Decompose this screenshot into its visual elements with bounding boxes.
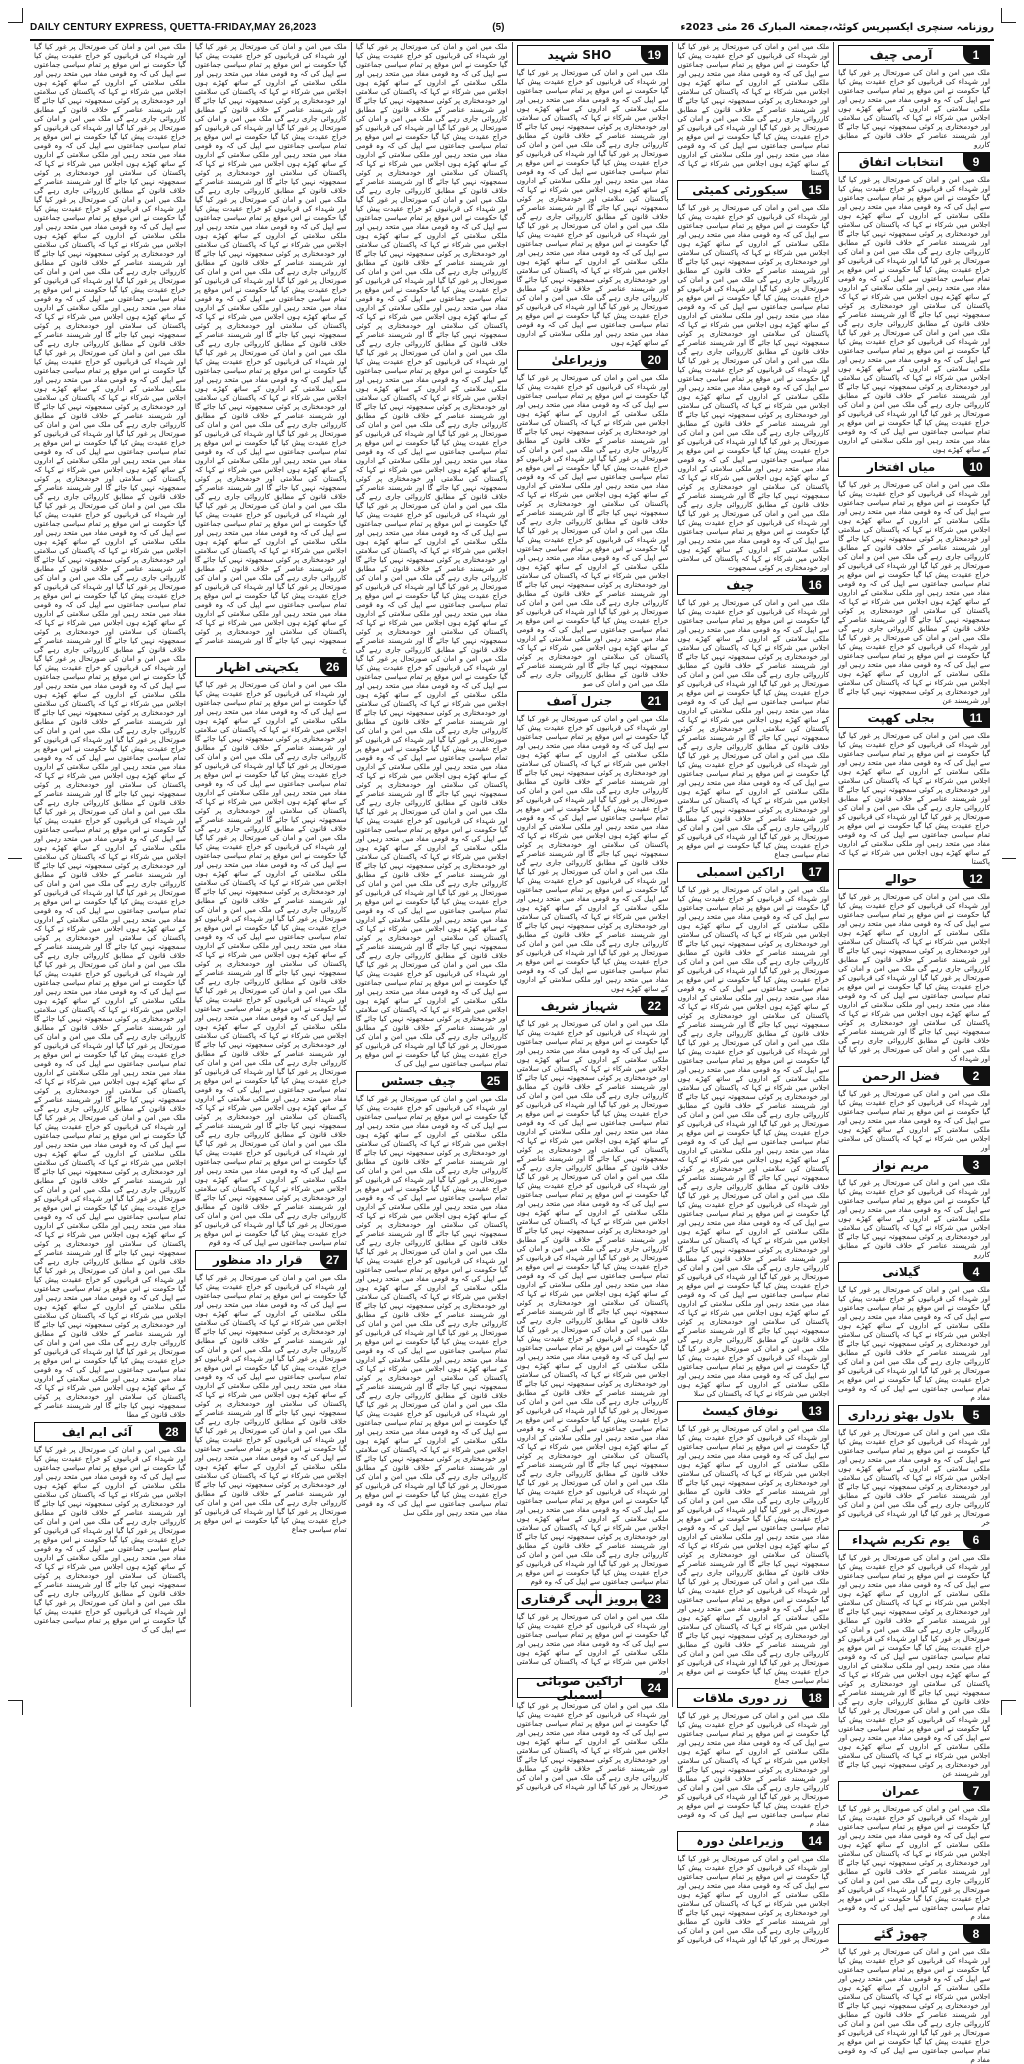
section-heading [517, 45, 669, 65]
section-title: آرمی چیف [869, 48, 933, 62]
section-heading [195, 1250, 347, 1270]
article-text: ملک میں امن و امان کی صورتحال پر غور کیا گیا اور شہداء کی قربانیوں کو خراج عقیدت پیش کیا گیا حکومت نے اس موقع پر تمام سیاسی جماعتوں سے اپیل کی کہ وہ قومی مفاد میں متحد رہیں اور ملکی سلامتی کے اداروں کے ساتھ کھڑے ہوں اجلاس میں شرکاء نے کہا کہ پاکستان کی سلامتی اور خودمختاری پر کوئی سمجھوتہ نہیں کیا جائے گا اور شرپسند عناصر کے خلاف قانون کے مطابق کارروائی جاری رہے گی ملک میں امن و امان کی صورتحال پر غور کیا گیا اور شہداء کی قربانیوں کو خراج عقیدت پیش کیا گیا حکومت نے اس موقع پر تمام سیاسی جماعتوں سے اپیل کی کہ وہ قومی مفاد میں متحد رہیں اور ملکی سلامتی کے اداروں کے ساتھ کھڑے ہوں اجلاس میں شرکاء نے کہا کہ پاکستان کی سلامتی اور خودمختاری پر کوئی سمجھوتہ نہیں کیا جائے گا اور شرپسند عناصر کے خلاف قانون کے مطابق کارروائی جاری رہے گی ملک میں امن و امان کی صورتحال پر غور کیا گیا اور شہداء کی قربانیوں کو خراج عقیدت پیش کیا گیا حکومت نے اس موقع پر تمام سیاسی جماعتوں سے اپیل کی کہ وہ قومی مفاد میں متحد رہیں اور ملکی سلامتی کے اداروں کے ساتھ کھڑے ہوں اجلاس میں شرکاء نے کہا کہ پاکستان کی سلامتی اور خودمختاری پر کوئی سمجھوتہ نہیں کیا جائے گا اور شرپسند عناصر کے خلاف قانون کے مطابق کارروائی جاری رہے گی ملک میں امن و امان کی صورتحال پر غور کیا گیا اور شہداء کی قربانیوں کو خراج عقیدت پیش کیا گیا حکومت نے اس موقع پر تمام سیاسی جماع [677, 1424, 830, 1685]
page-header [30, 18, 994, 41]
section-heading [677, 862, 829, 882]
section-title: بلاول بھٹو زرداری [847, 1408, 955, 1422]
section-title: سیکورٹی کمیٹی [692, 183, 789, 197]
section-number-badge: 19 [641, 46, 667, 64]
section-number-badge: 21 [641, 692, 667, 710]
section-title: زر دوری ملاقات [692, 1691, 788, 1705]
article-text: ملک میں امن و امان کی صورتحال پر غور کیا گیا اور شہداء کی قربانیوں کو خراج عقیدت پیش کیا گیا حکومت نے اس موقع پر تمام سیاسی جماعتوں سے اپیل کی کہ وہ قومی مفاد میں متحد رہیں اور ملکی سلامتی کے اداروں کے ساتھ کھڑے ہوں اجلاس میں شرکاء نے کہا کہ پاکستان کی سلامتی اور خودمختاری پر کوئی سمجھوتہ نہیں کیا جائے گا اور شرپسند عناصر کے خلاف قانون کے مطابق کارروائی جاری رہے گی ملک میں امن و امان کی صورتحال پر غور کیا گیا اور شہداء کی قربانیوں کو خراج عقیدت پیش کیا گیا حکومت نے اس موقع پر تمام سیاسی جماعتوں سے اپیل کی کہ وہ قومی مفاد م [677, 1711, 830, 1828]
article-text: ملک میں امن و امان کی صورتحال پر غور کیا گیا اور شہداء کی قربانیوں کو خراج عقیدت پیش کیا گیا حکومت نے اس موقع پر تمام سیاسی جماعتوں سے اپیل کی کہ وہ قومی مفاد میں متحد رہیں اور ملکی سلامتی کے اداروں کے ساتھ کھڑے ہوں اجلاس میں شرکاء نے کہا کہ پاکستان کی سلامتی اور خودمختاری پر کوئی سمجھوتہ نہیں کیا جائے گا اور شرپسند عناصر کے خلاف قانون کے مطابق کارروائی جاری رہے گی ملک میں امن و امان کی صورتحال پر غور کیا گیا اور شہداء کی قربانیوں کو خراج عقیدت پیش کیا گیا حکومت نے اس موقع پر تمام سیاسی جماعتوں سے اپیل کی کہ وہ قومی مفاد میں متحد رہیں اور ملکی سلامتی کے اداروں کے ساتھ کھڑے ہوں اجلاس میں شرکاء نے کہا کہ پاکستان کی سلامتی اور خودمختاری پر کوئی سمجھوتہ نہیں کیا جائے گا اور شرپسند عناصر کے خلاف قانون کے مطابق کارروائی جاری رہے گی ملک میں امن و امان کی صورتحال پر غور کیا گیا اور شہداء کی قربانیوں کو خراج عقیدت پیش کیا گیا حکومت نے اس موقع پر تمام سیاسی جماعتوں سے اپیل کی کہ وہ قومی مفاد میں متحد رہیں اور ملکی سلامتی کے اداروں کے ساتھ کھڑے ہوں اجلاس میں شرکاء نے کہا کہ پاکستان کی سلامتی اور خودمختاری پر کوئی سمجھوتہ نہیں کیا جائے گا اور شرپسند عناصر کے خلاف قانون کے مطابق کارروائی جاری رہے گی ملک میں امن و امان کی صورتحال پر غور کیا گیا اور شہداء کی قربانیوں کو خراج عقیدت پیش کیا گیا حکومت نے اس موقع پر تمام سیاسی جماعتوں سے اپیل کی کہ وہ قومی مفاد میں متحد رہیں اور ملکی سلامتی کے اداروں کے ساتھ کھڑے ہوں اجلاس میں شرکاء نے کہا کہ پاکستان کی سلامتی اور خودمختاری پر کوئی سمجھوتہ نہیں کیا جائے گا اور شرپسند عناصر کے خلاف قانون کے مطابق کارروائی جاری رہے گی ملک میں امن و امان کی صورتحال پر غور کیا گیا اور شہداء کی قربانیوں کو خراج عقیدت پیش کیا گیا حکومت نے اس موقع پر تمام سیاسی جماعتوں سے اپیل کی کہ وہ قومی مفاد میں متحد رہیں اور ملکی سلامتی کے اداروں کے ساتھ کھڑے ہوں اجلاس میں شرکاء نے کہا کہ پاکستان کی سلامتی اور خودمختاری پر کوئی سمجھوتہ نہیں کیا جائے گا اور شرپسند عناصر کے خلاف قانون کے مطابق کارروائی جاری رہے گی ملک میں امن و امان کی صورتحال پر غور کیا گیا اور شہداء کی قربانیوں کو خراج عقیدت پیش کیا گیا حکومت نے اس موقع پر تمام سیاسی جماعتوں سے اپیل کی کہ وہ قومی مفاد میں متحد رہیں اور ملکی سلامتی کے اداروں کے ساتھ کھڑے ہوں اجلاس میں شرکاء نے کہا کہ پاکستان کی سلامتی اور خودمختاری پر کوئی سمجھوتہ نہیں کیا جائے گا اور شرپسند عناصر کے خلاف قانون کے مطابق کارروائی جاری رہے گی ملک میں امن و امان کی صورتحال پر غور کیا گیا اور شہداء کی قربانیوں کو خراج عقیدت پیش کیا گیا حکومت نے اس موقع پر تمام سیاسی جماعتوں سے اپیل کی کہ وہ قومی مفاد میں متحد رہیں اور ملکی سلامتی کے اداروں کے ساتھ کھڑے ہوں اجلاس میں شرکاء نے کہا کہ پاکستان کی سلامتی اور خودمختاری پر کوئی سمجھوتہ نہیں کیا جائے گا اور شرپسند عناصر کے خلاف قانون کے مطابق کارروائی جاری رہے گی ملک میں امن و امان کی صورتحال پر غور کیا گیا اور شہداء کی قربانیوں کو خراج عقیدت پیش کیا گیا حکومت نے اس موقع پر تمام سیاسی جماعتوں سے اپیل کی کہ وہ قومی مفاد میں متحد رہیں اور ملکی سلامتی کے اداروں کے ساتھ کھڑے ہوں اجلاس میں شرکاء نے کہا کہ پاکستان کی سلامتی اور خودمختاری پر کوئی سمجھوتہ نہیں کیا جائے گا اور شرپسند عناصر کے خ [194, 42, 347, 654]
article-text: ملک میں امن و امان کی صورتحال پر غور کیا گیا اور شہداء کی قربانیوں کو خراج عقیدت پیش کیا گیا حکومت نے اس موقع پر تمام سیاسی جماعتوں سے اپیل کی کہ وہ قومی مفاد میں متحد رہیں اور ملکی سلامتی کے اداروں کے ساتھ کھڑے ہوں اجلاس میں شرکاء نے کہا کہ پاکستان کی سلامتی اور خودمختاری پر کوئی سمجھوتہ نہیں کیا جائے گا اور شرپسند عناصر کے خلاف قانون کے مطابق کارروائی جاری رہے گی ملک میں امن و امان کی صورتحال پر غور کیا گیا اور شہداء کی قربانیوں کو خراج عقیدت پیش کیا گیا حکومت نے اس موقع پر تمام سیاسی جماعتوں سے اپیل کی کہ وہ قومی مفاد م [838, 1285, 990, 1402]
section-heading [838, 1066, 990, 1086]
section-title: آئی ایم ایف [61, 1425, 132, 1439]
crop-mark-top-right [1001, 8, 1016, 23]
article-text: ملک میں امن و امان کی صورتحال پر غور کیا گیا اور شہداء کی قربانیوں کو خراج عقیدت پیش کیا گیا حکومت نے اس موقع پر تمام سیاسی جماعتوں سے اپیل کی کہ وہ قومی مفاد میں متحد رہیں اور ملکی سلامتی کے اداروں کے ساتھ کھڑے ہوں اجلاس میں شرکاء نے کہا کہ پاکستان کی سلامتی اور خودمختاری پر کوئی سمجھوتہ نہیں کیا جائے گا اور شرپسند عناصر کے خلاف قانون کے مطابق کارروائی جاری رہے گی ملک میں امن و امان کی صورتحال پر غور کیا گیا اور شہداء کی قربانیوں کو خراج عقیدت پیش کیا گیا حکومت نے اس موقع پر تمام سیاسی جماعتوں سے اپیل کی کہ وہ قومی مفاد میں متحد رہیں اور ملکی سلامتی کے اداروں کے ساتھ کھڑے ہوں اجلاس میں شرکاء نے کہا کہ پاکستان کی سلامتی اور خودمختاری پر کوئی سمجھوتہ نہیں کیا جائے گا اور شرپسند عناصر کے خلاف قانون کے مطابق کارروائی جاری رہے گی ملک میں امن و امان کی صورتحال پر غور کیا گیا اور شہداء کی قربانیوں کو خراج عقیدت پیش کیا گیا حکومت نے اس موقع پر تمام سیاسی جماعتوں سے اپیل کی کہ وہ قومی مفاد میں متحد رہیں اور ملکی سلامتی کے اداروں کے ساتھ کھڑے ہوں اجلاس میں شرکاء نے کہا کہ پاکستان کی سلامتی اور خودمختاری پر کوئی سمجھوتہ نہیں کیا جائے گا اور شرپسند عناصر کے خلاف قانون کے مطابق کارروائی جاری رہے گی ملک میں امن و امان کی صورتحال پر غور کیا گیا اور شہداء کی قربانیوں کو خراج عقیدت پیش کیا گیا حکومت نے اس موقع پر تمام سیاسی جماع [677, 598, 830, 859]
section-heading [677, 1401, 829, 1421]
section-heading [838, 1781, 990, 1801]
section-title: انتخابات اتفاق [858, 155, 944, 169]
column-2 [672, 42, 833, 1953]
article-text: ملک میں امن و امان کی صورتحال پر غور کیا گیا اور شہداء کی قربانیوں کو خراج عقیدت پیش کیا گیا حکومت نے اس موقع پر تمام سیاسی جماعتوں سے اپیل کی کہ وہ قومی مفاد میں متحد رہیں اور ملکی سلامتی کے اداروں کے ساتھ کھڑے ہوں اجلاس میں شرکاء نے کہا کہ پاکستان کی سلامتی اور خودمختاری پر کوئی سمجھوتہ نہیں کیا جائے گا اور شرپسند عناصر کے خلاف قانون کے مطابق کاررو [838, 68, 990, 149]
article-text: ملک میں امن و امان کی صورتحال پر غور کیا گیا اور شہداء کی قربانیوں کو خراج عقیدت پیش کیا گیا حکومت نے اس موقع پر تمام سیاسی جماعتوں سے اپیل کی کہ وہ قومی مفاد میں متحد رہیں اور ملکی سلامتی کے اداروں کے ساتھ کھڑے ہوں اجلاس میں شرکاء نے کہا کہ پاکستان کی سلامتی اور خودمختاری پر کوئی سمجھوتہ نہیں کیا جائے گا اور شرپسند عناصر کے خلاف قانون کے مطابق کارروائی جاری رہے گی ملک میں امن و امان کی صورتحال پر غور کیا گیا اور شہداء کی قربانیوں کو خراج عقیدت پیش کیا گیا حکومت نے اس موقع پر تمام سیاسی جماعتوں سے اپیل کی کہ وہ قومی مفاد میں متحد رہیں اور ملکی سلامتی کے اداروں کے ساتھ کھڑے ہوں اجلاس میں شرکاء نے کہا کہ پاکستان کی سلامتی اور خودمختاری پر کوئی سمجھوتہ نہیں کیا جائے گا اور شرپسند عناصر کے خلاف قانون کے مطابق کارروائی جاری رہے گی ملک میں امن و امان کی صورتحال پر غور کیا گیا اور شہداء ک [838, 892, 990, 1063]
section-title: حوالے [885, 872, 917, 886]
section-title: وزیراعلیٰ دورہ [696, 1834, 784, 1848]
article-text: ملک میں امن و امان کی صورتحال پر غور کیا گیا اور شہداء کی قربانیوں کو خراج عقیدت پیش کیا گیا حکومت نے اس موقع پر تمام سیاسی جماعتوں سے اپیل کی کہ وہ قومی مفاد میں متحد رہیں اور ملکی سلامتی کے اداروں کے ساتھ کھڑے ہوں اجلاس میں شرکاء نے کہا کہ پاکستان کی سلامتی اور خودمختاری پر کوئی سمجھوتہ نہیں کیا جائے گا اور شرپسند عناصر کے خلاف قانون کے مطابق کارروائی جاری رہے گی ملک میں امن و امان کی صورتحال پر غور کیا گیا اور شہداء کی قربانیوں کو خراج عقیدت پیش کیا گیا حکومت نے اس موقع پر تمام سیاسی جماعتوں سے اپیل کی کہ وہ قومی مفاد میں متحد رہیں اور ملکی سلامتی کے اداروں کے ساتھ کھڑے ہوں اجلاس میں شرکاء نے کہا کہ پاکستان کی سلامتی اور خودمختاری پر کوئی سمجھوتہ نہیں کیا جائے گا اور شرپسند عناصر کے خلاف قانون کے مطابق کارروائی جاری رہے گی ملک میں امن و امان کی صورتحال پر غور کیا گیا اور شہداء کی قربانیوں کو خراج عقیدت پیش کیا گیا حکومت نے اس موقع پر تمام سیاسی جماعتوں سے اپیل کی کہ وہ قومی مفاد میں متحد رہیں اور ملکی سلامتی کے اداروں کے ساتھ کھڑے ہوں اجلاس میں شرکاء نے کہا کہ پاکستان کی سلامتی اور خودمختاری پر کوئی سمجھوتہ نہیں کیا جائے گا اور شرپسند عن [838, 480, 990, 705]
article-text: ملک میں امن و امان کی صورتحال پر غور کیا گیا اور شہداء کی قربانیوں کو خراج عقیدت پیش کیا گیا حکومت نے اس موقع پر تمام سیاسی جماعتوں سے اپیل کی کہ وہ قومی مفاد میں متحد رہیں اور ملکی سلامتی کے اداروں کے ساتھ کھڑے ہوں اجلاس میں شرکاء نے کہا کہ پاکستان کی سلامتی اور خودمختاری پر کوئی سمجھوتہ نہیں کیا جائے گا اور شرپسند عناصر کے خلاف قانون کے مطابق کاررو [838, 1178, 990, 1259]
article-text: ملک میں امن و امان کی صورتحال پر غور کیا گیا اور شہداء کی قربانیوں کو خراج عقیدت پیش کیا گیا حکومت نے اس موقع پر تمام سیاسی جماعتوں سے اپیل کی کہ وہ قومی مفاد میں متحد رہیں اور ملکی سلامتی کے اداروں کے ساتھ کھڑے ہوں اجلاس میں شرکاء نے کہا کہ پاکستان کی سلامتی اور خودمختاری پر کوئی سمجھوتہ نہیں کیا جائے گا اور شرپسند عناصر کے خلاف قانون کے مطابق کارروائی جاری رہے گی ملک میں امن و امان کی صورتحال پر غور کیا گیا اور شہداء کی قربانیوں کو خراج عقیدت پیش کیا گیا حکومت نے اس موقع پر تمام سیاسی جماعتوں سے اپیل کی کہ وہ قومی مفاد م [838, 1947, 990, 2064]
crop-mark-top-left [8, 8, 23, 23]
section-number-badge: 15 [802, 181, 828, 199]
section-number-badge: 24 [641, 1679, 667, 1697]
masthead-english: DAILY CENTURY EXPRESS, QUETTA-FRIDAY,MAY 26,2023 [30, 21, 317, 33]
article-text: ملک میں امن و امان کی صورتحال پر غور کیا گیا اور شہداء کی قربانیوں کو خراج عقیدت پیش کیا گیا حکومت نے اس موقع پر تمام سیاسی جماعتوں سے اپیل کی کہ وہ قومی مفاد میں متحد رہیں اور ملکی سلامتی کے اداروں کے ساتھ کھڑے ہوں اجلاس میں شرکاء نے کہا کہ پاکستان کی سلامتی اور خودمختاری پر کوئی سمجھوتہ نہیں کیا جائے گا اور شرپسند عناصر کے خلاف قانون کے مطابق کارروائی جاری رہے گی ملک میں امن و امان کی صورتحال پر غور کیا گیا اور شہداء کی قربانیوں کو خراج عقیدت پیش کیا گیا حکومت نے اس موقع پر تمام سیاسی جماعتوں سے اپیل کی کہ وہ قومی مفاد میں متحد رہیں اور ملکی سلامتی کے اداروں کے ساتھ کھڑے ہوں اجلاس میں شرکاء نے کہا کہ پاکستان کی سلامتی اور خودمختاری پر کوئی سمجھوتہ نہیں کیا جائے گا اور شرپسند عناصر کے خلاف قانون کے مطابق کارروائی جاری رہے گی ملک میں امن و امان کی صورتحال پر غور کیا گیا اور شہداء کی قربانیوں کو خراج عقیدت پیش کیا گیا حکومت نے اس موقع پر تمام سیاسی جماعتوں سے اپیل کی کہ وہ قومی مفاد میں متحد رہیں اور ملکی سلامتی کے اداروں کے ساتھ کھڑے ہوں اجلاس میں شرکاء نے کہا کہ پاکستان کی سلامتی اور خودمختاری پر کوئی سمجھوتہ نہیں کیا جائے گا اور شرپسند عناصر کے خلاف قانون کے مطابق کارروائی جاری رہے گی ملک میں امن و امان کی صورتحال پر غور کیا گیا اور شہداء کی قربانیوں کو خراج عقیدت پیش کیا گیا حکومت نے اس موقع پر تمام سیاسی جماع [194, 1273, 347, 1534]
section-heading [838, 1155, 990, 1175]
section-number-badge: 17 [802, 863, 828, 881]
section-title: SHO شہید [547, 48, 612, 62]
section-heading [838, 708, 990, 728]
article-text: ملک میں امن و امان کی صورتحال پر غور کیا گیا اور شہداء کی قربانیوں کو خراج عقیدت پیش کیا گیا حکومت نے اس موقع پر تمام سیاسی جماعتوں سے اپیل کی کہ وہ قومی مفاد میں متحد رہیں اور ملکی سلامتی کے اداروں کے ساتھ کھڑے ہوں اجلاس میں شرکاء نے کہا کہ پاکستان کی سلامتی اور خودمختاری پر کوئی سمجھوتہ نہیں کیا جائے گا اور شرپسند عناصر کے خلاف قانون کے مطابق کارروائی جاری رہے گی ملک میں امن و امان کی صورتحال پر غور کیا گیا اور شہداء کی قربانیوں کو خراج عقیدت پیش کیا گیا حکومت نے اس موقع پر تمام سیاسی جماعتوں سے اپیل کی کہ وہ قومی مفاد میں متحد رہیں اور ملکی سلامتی کے اداروں کے ساتھ کھڑے ہوں اجلاس میں شرکاء نے کہا کہ پاکستان کی سلامتی اور خودمختاری پر کوئی سمجھوتہ نہیں کیا جائے گا اور شرپسند عناصر کے خلاف قانون کے مطابق کارروائی جاری رہے گی ملک میں امن و امان کی صورتحال پر غور کیا گیا اور شہداء کی قربانیوں کو خراج عقیدت پیش کیا گیا حکومت نے اس موقع پر تمام سیاسی جماعتوں سے اپیل کی کہ وہ قومی مفاد میں متحد رہیں اور ملکی سلامتی کے اداروں کے ساتھ کھڑے ہوں اجلاس میں شرکاء نے کہا کہ پاکستان کی سلامتی اور خودمختاری پر کوئی سمجھوتہ نہیں کیا جائے گا اور شرپسند عناصر کے خلاف قانون کے مطابق کارروائی جاری رہے گی ملک میں امن و امان کی صورتحال پر غور کیا گیا اور شہداء کی قربانیوں کو خراج عقیدت پیش کیا گیا حکومت نے اس موقع پر تمام سیاسی جماعتوں سے اپیل کی کہ وہ قومی مفاد میں متحد رہیں اور ملکی سلامتی کے اداروں کے ساتھ کھڑے ہوں اجلاس میں شرکاء نے کہا کہ پاکستان کی سلامتی اور خودمختاری پر کوئی سمجھوتہ نہیں کیا جائے گا اور شرپسند عناصر کے خلاف قانون کے مطابق کارروائی جاری رہے گی ملک میں امن و امان کی صورتحال پر غور کیا گیا اور شہداء کی قربانیوں کو خراج عقیدت پیش کیا گیا حکومت نے اس موقع پر تمام سیاسی جماعتوں سے اپیل کی کہ وہ قومی مفاد میں متحد رہیں اور ملکی سلامتی کے اداروں کے ساتھ کھڑے ہوں اجلاس میں شرکاء نے کہا کہ پاکستان کی سلامتی اور خودمختاری پر کوئی سمجھوتہ نہیں کیا جائے گا اور شرپسند عناصر کے خلاف قانون کے مطابق کارروائی جاری رہے گی ملک میں امن و امان کی صورتحال پر غور کیا گیا اور شہداء کی قربانیوں کو خراج عقیدت پیش کیا گیا حکومت نے اس موقع پر تمام سیاسی جماعتوں سے اپیل کی کہ وہ قومی مفاد میں متحد رہیں اور ملکی سل [355, 1094, 508, 1517]
section-title: قرار داد منظور [212, 1253, 303, 1267]
section-heading [195, 657, 347, 677]
column-1 [833, 42, 994, 2064]
section-title: چھوڑ گئے [874, 1927, 929, 1941]
page-number: (5) [492, 21, 505, 33]
section-title: گیلانی [882, 1265, 920, 1279]
section-title: اراکین اسمبلی [696, 865, 785, 879]
section-number-badge: 16 [802, 576, 828, 594]
crop-mark-bottom-left [8, 1700, 23, 1715]
article-text: ملک میں امن و امان کی صورتحال پر غور کیا گیا اور شہداء کی قربانیوں کو خراج عقیدت پیش کیا گیا حکومت نے اس موقع پر تمام سیاسی جماعتوں سے اپیل کی کہ وہ قومی مفاد میں متحد رہیں اور ملکی سلامتی کے اداروں کے ساتھ کھڑے ہوں اجلاس میں شرکاء نے کہا کہ پاکستان کی سلامتی اور خودمختاری پر کوئی سمجھوتہ نہیں کیا جائے گا اور شرپسند عناصر کے خلاف قانون کے مطابق کارروائی جاری رہے گی ملک میں امن و امان کی صورتحال پر غور کیا گیا اور شہداء کی قربانیوں کو خراج عقیدت پیش کیا گیا حکومت نے اس موقع پر تمام سیاسی جماعتوں سے اپیل کی کہ وہ قومی مفاد میں متحد رہیں اور ملکی سلامتی کے اداروں کے ساتھ کھڑے ہوں اجلاس میں شرکاء نے کہا کہ پاکستان کی سلامتی اور خودمختاری پر کوئی سمجھوتہ نہیں کیا جائے گا اور شرپسند عناصر کے خلاف قانون کے مطابق کارروائی جاری رہے گی ملک میں امن و امان کی صورتحال پر غور کیا گیا اور شہداء کی قربانیوں کو خراج عقیدت پیش کیا گیا حکومت نے اس موقع پر تمام سیاسی جماعتوں سے اپیل کی کہ وہ قومی مفاد میں متحد رہیں اور ملکی سلامتی کے اداروں کے ساتھ کھڑے ہوں اجلاس میں شرکاء نے کہا کہ پاکستان کی سلامتی اور خودمختاری پر کوئی سمجھوتہ نہیں کیا جائے گا اور شرپسند عناصر کے خلاف قانون کے مطابق کارروائی جاری رہے گی ملک میں امن و امان کی صورتحال پر غور کیا گیا اور شہداء کی قربانیوں کو خراج عقیدت پیش کیا گیا حکومت نے اس موقع پر تمام سیاسی جماعتوں سے اپیل کی کہ وہ قومی مفاد میں متحد رہیں اور ملکی سلامتی کے اداروں کے ساتھ کھڑے ہوں اجلاس میں شرکاء نے کہا کہ پاکستان کی سلامتی اور خودمختاری پر کوئی سمجھوتہ نہیں کیا جائے گا اور شرپسند عناصر کے خلاف قانون کے مطابق کارروائی جاری رہے گی ملک میں امن و امان کی صورتحال پر غور کیا گیا اور شہداء کی قربانیوں کو خراج عقیدت پیش کیا گیا حکومت نے اس موقع پر تمام سیاسی جماعتوں سے اپیل کی کہ وہ قومی مفاد میں متحد رہیں اور ملکی سلامتی کے اداروں کے ساتھ کھڑے ہوں اجلاس میں شرکاء نے کہا کہ پاکستان کی سلامتی اور خودمختاری پر کوئی سمجھوتہ نہیں کیا جائے گا اور شرپسند عناصر کے خلاف قانون کے مطابق کارروائی جاری رہے گی ملک میں امن و امان کی صورتحال پر غور کیا گیا اور شہداء کی قربانیوں کو خراج عقیدت پیش کیا گیا حکومت نے اس موقع پر تمام سیاسی جماعتوں سے اپیل کی کہ وہ قومی مفاد میں متحد رہیں اور ملکی سلامتی کے اداروں کے ساتھ کھڑے ہوں اجلاس میں شرکاء نے کہا کہ پاکستان کی سلامتی اور خودمختاری پر کوئی سمجھوتہ نہیں کیا جائے گا اور شرپسند عناصر کے خلاف قانون کے مطابق کارروائی جاری رہے گی ملک میں امن و امان کی صورتحال پر غور کیا گیا اور شہداء کی قربانیوں کو خراج عقیدت پیش کیا گیا حکومت نے اس موقع پر تمام سیاسی جماعتوں سے اپیل کی کہ وہ قومی مفاد میں متحد رہیں اور ملکی سلامتی کے اداروں کے ساتھ کھڑے ہوں اجلاس میں شرکاء نے کہا کہ پاکستان کی سلامتی اور خودمختاری پر کوئی سمجھوتہ نہیں کیا جائے گا اور شرپسند عناصر کے خلاف قانون کے مطابق کارروائی جاری رہے گی ملک میں امن و امان کی صورتحال پر غور کیا گیا اور شہداء کی قربانیوں کو خراج عقیدت پیش کیا گیا حکومت نے اس موقع پر تمام سیاسی جماعتوں سے اپیل کی کہ وہ قوم [194, 680, 347, 1247]
section-number-badge: 13 [802, 1402, 828, 1420]
section-heading [356, 1071, 508, 1091]
crop-mark-bottom-right [1001, 1700, 1016, 1715]
article-text: ملک میں امن و امان کی صورتحال پر غور کیا گیا اور شہداء کی قربانیوں کو خراج عقیدت پیش کیا گیا حکومت نے اس موقع پر تمام سیاسی جماعتوں سے اپیل کی کہ وہ قومی مفاد میں متحد رہیں اور ملکی سلامتی کے اداروں کے ساتھ کھڑے ہوں اجلاس میں شرکاء نے کہا کہ پاکستان کی سلامتی اور خودمختاری پر کوئی سمجھوتہ نہیں کیا جائے گا اور شرپسند عناصر کے خلاف قانون کے مطابق کارروائی جاری رہے گی ملک میں امن و امان کی صورتحال پر غور کیا گیا اور شہداء کی قربانیوں کو خراج عقیدت پیش کیا گیا حکومت نے اس موقع پر تمام سیاسی جماعتوں سے اپیل کی کہ وہ قومی مفاد میں متحد رہیں اور ملکی سلامتی کے اداروں کے ساتھ کھڑے ہوں اجلاس میں شرکاء نے کہا کہ پاکستان کی سلامتی اور خودمختاری پر کوئی سمجھوتہ نہیں کیا جائے گا اور شرپسند عناصر کے خلاف قانون کے مطابق کارروائی جاری رہے گی ملک میں امن و امان کی صورتحال پر غور کیا گیا اور شہداء کی قربانیوں کو خراج عقیدت پیش کیا گیا حکومت نے اس موقع پر تمام سیاسی جماعتوں سے اپیل کی کہ وہ قومی مفاد میں متحد رہیں اور ملکی سلامتی کے اداروں کے ساتھ کھڑے ہوں اجلاس میں شرکاء نے کہا کہ پاکستان کی سلامتی اور خودمختاری پر کوئی سمجھوتہ نہیں کیا جائے گا اور شرپسند عناصر کے خلاف قانون کے مطابق کارروائی جاری رہے گی ملک میں امن و امان کی صورتحال پر غور کیا گیا اور شہداء کی قربانیوں کو خراج عقیدت پیش کیا گیا حکومت نے اس موقع پر تمام سیاسی جماعتوں سے اپیل کی کہ وہ قومی مفاد میں متحد رہیں اور ملکی سلامتی کے اداروں کے ساتھ کھڑے ہوں اجلاس میں شرکاء نے کہا کہ پاکستان کی سلامتی اور خودمختاری پر کوئی سمجھوتہ نہیں کیا جائے گا اور شرپسند عناصر کے خلاف قانون کے مطابق کارروائی جاری رہے گی ملک میں امن و امان کی صورتحال پر غور کیا گیا اور شہداء کی قربانیوں کو خراج عقیدت پیش کیا گیا حکومت نے اس موقع پر تمام سیاسی جماعتوں سے اپیل کی کہ وہ قومی مفاد میں متحد رہیں اور ملکی سلامتی کے اداروں کے ساتھ کھڑے ہوں اجلاس میں شرکاء نے کہا کہ پاکستان کی سلامتی اور خودمختاری پر کوئی سمجھوتہ نہیں کیا جائے گا اور شرپسند عناصر کے خلاف قانون کے مطابق کارروائی جاری رہے گی ملک میں امن و امان کی صورتحال پر غور کیا گیا اور شہداء کی قربانیوں کو خراج عقیدت پیش کیا گیا حکومت نے اس موقع پر تمام سیاسی جماعتوں سے اپیل کی کہ وہ قومی مفاد میں متحد رہیں اور ملکی سلامتی کے اداروں کے ساتھ کھڑے ہوں اجلاس میں شرکاء نے کہا کہ پاکستان کی سلامتی اور خودمختاری پر کوئی سمجھوتہ نہیں کیا جائے گا اور شرپسند عناصر کے خلاف قانون کے مطابق کارروائی جاری رہے گی ملک میں امن و امان کی صورتحال پر غور کیا گیا اور شہداء کی قربانیوں کو خراج عقیدت پیش کیا گیا حکومت نے اس موقع پر تمام سیاسی جماعتوں سے اپیل کی کہ وہ قومی مفاد میں متحد رہیں اور ملکی سلامتی کے اداروں کے ساتھ کھڑے ہوں اجلاس میں شرکاء نے کہا کہ پاکستان کی سلامتی اور خودمختاری پر کوئی سمجھوتہ نہیں کیا جائے گا اور شرپسند عناصر کے خلاف قانون کے مطابق کارروائی جاری رہے گی ملک میں امن و امان کی صورتحال پر غور کیا گیا اور شہداء کی قربانیوں کو خراج عقیدت پیش کیا گیا حکومت نے اس موقع پر تمام سیاسی جماعتوں سے اپیل کی کہ وہ قومی مفاد میں متحد رہیں اور ملکی سلامتی کے اداروں کے ساتھ کھڑے ہوں اجلاس میں شرکاء نے کہا کہ پاکستان کی سلامتی اور خودمختاری پر کوئی سمجھوتہ نہیں کیا جائے گا اور شرپسند عناصر کے خلاف قانون کے مطابق کارروائی جاری رہے گی ملک میں امن و امان کی صورتحال پر غور کیا گیا اور شہداء کی قربانیوں کو خراج عقیدت پیش کیا گیا حکومت نے اس موقع پر تمام سیاسی جماعتوں سے اپیل کی کہ وہ قومی مفاد میں متحد رہیں اور ملکی سلامتی کے اداروں کے ساتھ کھڑے ہوں اجلاس میں شرکاء نے کہا کہ پاکستان کی سلامتی اور خودمختاری پر کوئی سمجھوتہ نہیں کیا جائے گا اور شرپسند عناصر کے خلاف قانون کے مطابق کارروائی جاری رہے گی ملک میں امن و امان کی صورتحال پر غور کیا گیا اور شہداء کی قربانیوں کو خراج عقیدت پیش کیا گیا حکومت نے اس موقع پر تمام سیاسی جماعتوں سے اپیل کی کہ وہ قومی مفاد میں متحد رہیں اور ملکی سلامتی کے اداروں کے ساتھ کھڑے ہوں اجلاس میں شرکاء نے کہا کہ پاکستان کی سلامتی اور خودمختاری پر کوئی سمجھوتہ نہیں کیا جائے گا اور شرپسند عناصر کے خلاف قانون کے مطابق کارروائی جاری رہے گی ملک میں امن و امان کی صورتحال پر غور کیا گیا اور شہداء کی قربانیوں کو خراج عقیدت پیش کیا گیا حکومت نے اس موقع پر تمام سیاسی جماعتوں سے اپیل کی کہ وہ قومی مفاد میں متحد رہیں اور ملکی سلامتی کے اداروں کے ساتھ کھڑے ہوں اجلاس میں شرکاء نے کہا کہ پاکستان کی سلامتی اور خودمختاری پر کوئی سمجھوتہ نہیں کیا جائے گا اور شرپسند عناصر کے خلاف قانون کے مطابق کارروائی جاری رہے گی ملک میں امن و امان کی صورتحال پر غور کیا گیا اور شہداء کی قربانیوں کو خراج عقیدت پیش کیا گیا حکومت نے اس موقع پر تمام سیاسی جماعتوں سے اپیل کی کہ وہ قومی مفاد میں متحد رہیں اور ملکی سلامتی کے اداروں کے ساتھ کھڑے ہوں اجلاس میں شرکاء نے کہا کہ پاکستان کی سلامتی اور خودمختاری پر کوئی سمجھوتہ نہیں کیا جائے گا اور شرپسند عناصر کے خلاف قانون کے مطابق کارروائی جاری رہے گی ملک میں امن و امان کی صورتحال پر غور کیا گیا اور شہداء کی قربانیوں کو خراج عقیدت پیش کیا گیا حکومت نے اس موقع پر تمام سیاسی جماعتوں سے اپیل کی کہ وہ قومی مفاد میں متحد رہیں اور ملکی سلامتی کے اداروں کے ساتھ کھڑے ہوں اجلاس میں شرکاء نے کہا کہ پاکستان کی سلامتی اور خودمختاری پر کوئی سمجھوتہ نہیں کیا جائے گا اور شرپسند عناصر کے خلاف قانون کے مطابق کارروائی جاری رہے گی ملک میں امن و امان کی صورتحال پر غور کیا گیا اور شہداء کی قربانیوں کو خراج عقیدت پیش کیا گیا حکومت نے اس موقع پر تمام سیاسی جماعتوں سے اپیل کی ک [355, 42, 508, 1068]
section-title: یکجہتی اظہار [216, 660, 299, 674]
column-3 [512, 42, 673, 1800]
section-number-badge: 18 [802, 1689, 828, 1707]
column-5 [190, 42, 351, 1707]
section-title: بجلی کھپت [867, 711, 935, 725]
section-heading [838, 869, 990, 889]
section-number-badge: 6 [963, 1531, 989, 1549]
section-number-badge: 27 [320, 1251, 346, 1269]
section-title: فضل الرحمن [862, 1069, 941, 1083]
crop-mark-middle-left [8, 858, 22, 873]
article-text: ملک میں امن و امان کی صورتحال پر غور کیا گیا اور شہداء کی قربانیوں کو خراج عقیدت پیش کیا گیا حکومت نے اس موقع پر تمام سیاسی جماعتوں سے اپیل کی کہ وہ قومی مفاد میں متحد رہیں اور ملکی سلامتی کے اداروں کے ساتھ کھڑے ہوں اجلاس میں شرکاء نے کہا کہ پاکستان کی سلامتی اور [516, 1612, 669, 1675]
section-title: مریم نواز [873, 1158, 930, 1172]
section-title: چیف [726, 578, 755, 592]
article-text: ملک میں امن و امان کی صورتحال پر غور کیا گیا اور شہداء کی قربانیوں کو خراج عقیدت پیش کیا گیا حکومت نے اس موقع پر تمام سیاسی جماعتوں سے اپیل کی کہ وہ قومی مفاد میں متحد رہیں اور ملکی سلامتی کے اداروں کے ساتھ کھڑے ہوں اجلاس میں شرکاء نے کہا کہ پاکستان کی سلامتی اور خودمختاری پر کوئی سمجھوتہ نہیں کیا جائے گا اور شرپسند عناصر کے خلاف قانون کے مطابق کارروائی جاری رہے گی ملک میں امن و امان کی صورتحال پر غور کیا گیا اور شہداء کی قربانیوں کو خراج عقیدت پیش کیا گیا حکومت نے اس موقع پر تمام سیاسی جماعتوں سے اپیل کی کہ وہ قومی مفاد م [838, 1804, 990, 1921]
article-text: ملک میں امن و امان کی صورتحال پر غور کیا گیا اور شہداء کی قربانیوں کو خراج عقیدت پیش کیا گیا حکومت نے اس موقع پر تمام سیاسی جماعتوں سے اپیل کی کہ وہ قومی مفاد میں متحد رہیں اور ملکی سلامتی کے اداروں کے ساتھ کھڑے ہوں اجلاس میں شرکاء نے کہا کہ پاکستان کی سلامتی اور خودمختاری پر کوئی سمجھوتہ نہیں کیا جائے گا اور شرپسند عناصر کے خلاف قانون کے مطابق کارروائی جاری رہے گی ملک میں امن و امان کی صورتحال پر غور کیا گیا اور شہداء کی قربانیوں کو خراج عقیدت پیش کیا گیا حکومت نے اس موقع پر تمام سیاسی جماعتوں سے اپیل کی کہ وہ قومی مفاد میں متحد رہیں اور ملکی سلامتی کے اداروں کے ساتھ کھڑے ہوں اجلاس میں شرکاء نے کہا کہ پاکستان کی سلامتی اور خودمختاری پر کوئی سمجھوتہ نہیں کیا جائے گا اور شرپسند عناصر کے خلاف قانون کے مطابق کارروائی جاری رہے گی ملک میں امن و امان کی صورتحال پر غور کیا گیا اور شہداء کی قربانیوں کو خراج عقیدت پیش کیا گیا حکومت نے اس موقع پر تمام سیاسی جماعتوں سے اپیل کی کہ وہ قومی مفاد میں متحد رہیں اور ملکی سلامتی کے اداروں کے ساتھ کھڑے ہوں اجلاس میں شرکاء نے کہا کہ پاکستان کی سلامتی اور خودمختاری پر کوئی سمجھوتہ نہیں کیا جائے گا اور شرپسند عناصر کے خلاف قانون کے مطابق کارروائی جاری رہے گی ملک میں امن و امان کی صورتحال پر غور کیا گیا اور شہداء کی قربانیوں کو خراج عقیدت پیش کیا گیا حکومت نے اس موقع پر تمام سیاسی جماعتوں سے اپیل کی کہ وہ قومی مفاد میں متحد رہیں اور ملکی سلامتی کے اداروں کے ساتھ کھڑے ہوں [838, 175, 990, 454]
article-text: ملک میں امن و امان کی صورتحال پر غور کیا گیا اور شہداء کی قربانیوں کو خراج عقیدت پیش کیا گیا حکومت نے اس موقع پر تمام سیاسی جماعتوں سے اپیل کی کہ وہ قومی مفاد میں متحد رہیں اور ملکی سلامتی کے اداروں کے ساتھ کھڑے ہوں اجلاس میں شرکاء نے کہا کہ پاکستان کی سلامتی اور خودمختاری پر کوئی سمجھوتہ نہیں کیا جائے گا اور شرپسند عناصر کے خلاف قانون کے مطابق کارروائی جاری رہے گی ملک میں امن و امان کی صورتحال پر غور کیا گیا اور شہداء کی قربانیوں کو خراج عقیدت پیش کیا گیا حکومت نے اس موقع پر تمام سیاسی جماعتوں سے اپیل کی کہ وہ قومی مفاد میں متحد رہیں اور ملکی سلامتی کے اداروں کے ساتھ کھڑے ہوں اجلاس میں شرکاء نے کہا کہ پاکستان کی سلامتی اور خودمختاری پر کوئی سمجھوتہ نہیں کیا جائے گا اور شرپسند عناصر کے خلاف قانون کے مطابق کارروائی جاری رہے گی ملک میں امن و امان کی صورتحال پر غور کیا گیا اور شہداء کی قربانیوں کو خراج عقیدت پیش کیا گیا حکومت نے اس موقع پر تمام سیاسی جماعتوں سے اپیل کی کہ وہ قومی مفاد میں متحد رہیں اور ملکی سلامتی کے اداروں کے ساتھ کھڑے ہوں اجلاس میں شرکاء نے کہا کہ پاکستان کی سلامتی اور خودمختاری پر کوئی سمجھوتہ نہیں کیا جائے گا اور شرپسند عناصر کے خلاف قانون کے مطابق کارروائی جاری رہے گی ملک میں امن و امان کی صورتحال پر غور کیا گیا اور شہداء کی قربانیوں کو خراج عقیدت پیش کیا گیا حکومت نے اس موقع پر تمام سیاسی جماعتوں سے اپیل کی کہ وہ قومی مفاد میں متحد رہیں اور ملکی سلامتی کے اداروں کے ساتھ کھڑے ہوں اجلاس میں شرکاء نے کہا کہ پاکستان کی سلامتی اور خودمختاری پر کوئی سمجھوتہ نہیں کیا جائے گا اور شرپسند عناصر کے خلاف قانون کے مطابق کارروائی جاری رہے گی ملک میں امن و امان کی صورتحال پر غور کیا گیا اور شہداء کی قربانیوں کو خراج عقیدت پیش کیا گیا حکومت نے اس موقع پر تمام سیاسی جماعتوں سے اپیل کی کہ وہ قومی مفاد میں متحد رہیں اور ملکی سلامتی کے اداروں کے ساتھ کھڑے ہوں اجلاس میں شرکاء نے کہا کہ پاکستان کی سلامتی اور خودمختاری پر کوئی سمجھوتہ نہیں کیا جائے گا اور شرپسند عناصر کے خلاف قانون کے مطابق کارروائی جاری رہے گی ملک میں امن و امان کی صورتحال پر غور کیا گیا اور شہداء کی قربانیوں کو خراج عقیدت پیش کیا گیا حکومت نے اس موقع پر تمام سیاسی جماعتوں سے اپیل کی کہ وہ قومی مفاد میں متحد رہیں اور ملکی سلامتی کے اداروں کے ساتھ کھڑے ہوں اجلاس میں شرکاء نے کہا کہ پاکستان کی سلامتی اور خودمختاری پر کوئی سمجھوتہ نہیں کیا جائے گا اور شرپسند عناصر کے خلاف قانون کے مطابق کارروائی جاری رہے گی ملک میں امن و امان کی صورتحال پر غور کیا گیا اور شہداء کی قربانیوں کو خراج عقیدت پیش کیا گیا حکومت نے اس موقع پر تمام سیاسی جماعتوں سے اپیل کی کہ وہ قومی مفاد میں متحد رہیں اور ملکی سلامتی کے اداروں کے ساتھ کھڑے ہوں اجلاس میں شرکاء نے کہا کہ پاکستان کی سلامتی اور خودمختاری پر کوئی سمجھوتہ نہیں کیا جائے گا اور شرپسند عناصر کے خلاف قانون کے مطابق کارروائی جاری رہے گی ملک میں امن و امان کی صورتحال پر غور کیا گیا اور شہداء کی قربانیوں کو خراج عقیدت پیش کیا گیا حکومت نے اس موقع پر تمام سیاسی جماعتوں سے اپیل کی کہ وہ قومی مفاد میں متحد رہیں اور ملکی سلامتی کے اداروں کے ساتھ کھڑے ہوں اجلاس میں شرکاء نے کہا کہ پاکستان کی سلامتی اور خودمختاری پر کوئی سمجھوتہ نہیں کیا جائے گا اور شرپسند عناصر کے خلاف قانون کے مطابق کارروائی جاری رہے گی ملک میں امن و امان کی صورتحال پر غور کیا گیا اور شہداء کی قربانیوں کو خراج عقیدت پیش کیا گیا حکومت نے اس موقع پر تمام سیاسی جماعتوں سے اپیل کی کہ وہ قومی مفاد میں متحد رہیں اور ملکی سلامتی کے اداروں کے ساتھ کھڑے ہوں اجلاس میں شرکاء نے کہا کہ پاکستان کی سلامتی اور خودمختاری پر کوئی سمجھوتہ نہیں کیا جائے گا اور شرپسند عناصر کے خلاف قانون کے مطابق کارروائی جاری رہے گی ملک میں امن و امان کی صورتحال پر غور کیا گیا اور شہداء کی قربانیوں کو خراج عقیدت پیش کیا گیا حکومت نے اس موقع پر تمام سیاسی جماعتوں سے اپیل کی کہ وہ قومی مفاد میں متحد رہیں اور ملکی سلامتی کے اداروں کے ساتھ کھڑے ہوں اجلاس میں شرکاء نے کہا کہ پاکستان کی سلامتی اور خودمختاری پر کوئی سمجھوتہ نہیں کیا جائے گا اور شرپسند عناصر کے خلاف قانون کے مطابق کارروائی جاری رہے گی ملک میں امن و امان کی صورتحال پر غور کیا گیا اور شہداء کی قربانیوں کو خراج عقیدت پیش کیا گیا حکومت نے اس موقع پر تمام سیاسی جماعتوں سے اپیل کی کہ وہ قومی مفاد میں متحد رہیں اور ملکی سلامتی کے اداروں کے ساتھ کھڑے ہوں اجلاس میں شرکاء نے کہا کہ پاکستان کی سلامتی اور خودمختاری پر کوئی سمجھوتہ نہیں کیا جائے گا اور شرپسند عناصر کے خلاف قانون کے مطابق کارروائی جاری رہے گی ملک میں امن و امان کی صورتحال پر غور کیا گیا اور شہداء کی قربانیوں کو خراج عقیدت پیش کیا گیا حکومت نے اس موقع پر تمام سیاسی جماعتوں سے اپیل کی کہ وہ قومی مفاد میں متحد رہیں اور ملکی سلامتی کے اداروں کے ساتھ کھڑے ہوں اجلاس میں شرکاء نے کہا کہ پاکستان کی سلامتی اور خودمختاری پر کوئی سمجھوتہ نہیں کیا جائے گا اور شرپسند عناصر کے خلاف قانون کے مطابق کارروائی جاری رہے گی ملک میں امن و امان کی صورتحال پر غور کیا گیا اور شہداء کی قربانیوں کو خراج عقیدت پیش کیا گیا حکومت نے اس موقع پر تمام سیاسی جماعتوں سے اپیل کی کہ وہ قومی مفاد میں متحد رہیں اور ملکی سلامتی کے اداروں کے ساتھ کھڑے ہوں اجلاس میں شرکاء نے کہا کہ پاکستان کی سلامتی اور خودمختاری پر کوئی سمجھوتہ نہیں کیا جائے گا اور شرپسند عناصر کے خلاف قانون کے مطابق کارروائی جاری رہے گی ملک میں امن و امان کی صورتحال پر غور کیا گیا اور شہداء کی قربانیوں کو خراج عقیدت پیش کیا گیا حکومت نے اس موقع پر تمام سیاسی جماعتوں سے اپیل کی کہ وہ قومی مفاد میں متحد رہیں اور ملکی سلامتی کے اداروں کے ساتھ کھڑے ہوں اجلاس میں شرکاء نے کہا کہ پاکستان کی سلامتی اور خودمختاری پر کوئی سمجھوتہ نہیں کیا جائے گا اور شرپسند عناصر کے خلاف قانون کے مطابق کارروائی جاری رہے گی ملک میں امن و امان کی صورتحال پر غور کیا گیا اور شہداء کی قربانیوں کو خراج عقیدت پیش کیا گیا حکومت نے اس موقع پر تمام سیاسی جماعتوں سے اپیل کی کہ وہ قومی مفاد میں متحد رہیں اور ملکی سلامتی کے اداروں کے ساتھ کھڑے ہوں اجلاس میں شرکاء نے کہا کہ پاکستان کی سلامتی اور خودمختاری پر کوئی سمجھوتہ نہیں کیا جائے گا اور شرپسند عناصر کے خلاف قانون کے مطابق کارروائی جاری رہے گی ملک میں امن و امان کی صورتحال پر غور کیا گیا اور شہداء کی قربانیوں کو خراج عقیدت پیش کیا گیا حکومت نے اس موقع پر تمام سیاسی جماعتوں سے اپیل کی کہ وہ قومی مفاد میں متحد رہیں اور ملکی سلامتی کے اداروں کے ساتھ کھڑے ہوں اجلاس میں شرکاء نے کہا کہ پاکستان کی سلامتی اور خودمختاری پر کوئی سمجھوتہ نہیں کیا جائے گا اور شرپسند عناصر کے خلاف قانون کے مطابق کارروائی جاری رہے گی ملک میں امن و امان کی صورتحال پر غور کیا گیا اور شہداء کی قربانیوں کو خراج عقیدت پیش کیا گیا حکومت نے اس موقع پر تمام سیاسی جماعتوں سے اپیل کی کہ وہ قومی مفاد میں متحد رہیں اور ملکی سلامتی کے اداروں کے ساتھ کھڑے ہوں اجلاس میں شرکاء نے کہا کہ پاکستان کی سلامتی اور خودمختاری پر کوئی سمجھوتہ نہیں کیا جائے گا اور شرپسند عناصر کے خلاف قانون کے مطابق کارروائی جاری رہے گی ملک میں امن و امان کی صورتحال پر غور کیا گیا اور شہداء کی قربانیوں کو خراج عقیدت پیش کیا گیا حکومت نے اس موقع پر تمام سیاسی جماعتوں سے اپیل کی کہ وہ قومی مفاد میں متحد رہیں اور ملکی سلامتی کے اداروں کے ساتھ کھڑے ہوں اجلاس میں شرکاء نے کہا کہ پاکستان کی سلامتی اور خودمختاری پر کوئی سمجھوتہ نہیں کیا جائے گا اور شرپسند عناصر کے خلاف قانون کے مطا [34, 42, 186, 1419]
section-heading [838, 1262, 990, 1282]
section-heading [677, 1831, 829, 1851]
section-heading [517, 1674, 669, 1702]
article-text: ملک میں امن و امان کی صورتحال پر غور کیا گیا اور شہداء کی قربانیوں کو خراج عقیدت پیش کیا گیا حکومت نے اس موقع پر تمام سیاسی جماعتوں سے اپیل کی کہ وہ قومی مفاد میں متحد رہیں اور ملکی سلامتی کے اداروں کے ساتھ کھڑے ہوں اجلاس میں شرکاء نے کہا کہ پاکستان کی سلامتی اور [838, 1089, 990, 1152]
section-heading [517, 1589, 669, 1609]
article-text: ملک میں امن و امان کی صورتحال پر غور کیا گیا اور شہداء کی قربانیوں کو خراج عقیدت پیش کیا گیا حکومت نے اس موقع پر تمام سیاسی جماعتوں سے اپیل کی کہ وہ قومی مفاد میں متحد رہیں اور ملکی سلامتی کے اداروں کے ساتھ کھڑے ہوں اجلاس میں شرکاء نے کہا کہ پاکستان کی سلامتی اور خودمختاری پر کوئی سمجھوتہ نہیں کیا جائے گا اور شرپسند عناصر کے خلاف قانون کے مطابق کارروائی جاری رہے گی ملک میں امن و امان کی صورتحال پر غور کیا گیا اور شہداء کی قربانیوں کو خراج عقیدت پیش کیا گیا حکومت نے اس موقع پر تمام سیاسی جماعتوں سے اپیل کی کہ وہ قومی مفاد میں متحد رہیں اور ملکی سلامتی کے اداروں کے ساتھ کھڑے ہوں اجلاس میں شرکاء نے کہا کہ پاکستا [677, 42, 830, 177]
section-number-badge: 14 [802, 1832, 828, 1850]
section-heading [677, 1688, 829, 1708]
section-heading [517, 691, 669, 711]
section-title: اراکین صوبائی اسمبلی [536, 1674, 623, 1702]
section-number-badge: 2 [963, 1067, 989, 1085]
section-number-badge: 9 [963, 153, 989, 171]
section-number-badge: 10 [963, 458, 989, 476]
article-text: ملک میں امن و امان کی صورتحال پر غور کیا گیا اور شہداء کی قربانیوں کو خراج عقیدت پیش کیا گیا حکومت نے اس موقع پر تمام سیاسی جماعتوں سے اپیل کی کہ وہ قومی مفاد میں متحد رہیں اور ملکی سلامتی کے اداروں کے ساتھ کھڑے ہوں اجلاس میں شرکاء نے کہا کہ پاکستان کی سلامتی اور خودمختاری پر کوئی سمجھوتہ نہیں کیا جائے گا اور شرپسند عناصر کے خلاف قانون کے مطابق کارروائی جاری رہے گی ملک میں امن و امان کی صورتحال پر غور کیا گیا اور شہداء کی قربانیوں کو خراج عقیدت پیش کیا گیا حکومت نے اس موقع پر تمام سیاسی جماعتوں سے اپیل کی کہ وہ قومی مفاد میں متحد رہیں اور ملکی سلامتی کے اداروں کے ساتھ کھڑے ہوں اجلاس میں شرکاء نے کہا کہ پاکستا [838, 731, 990, 866]
section-number-badge: 7 [963, 1782, 989, 1800]
article-text: ملک میں امن و امان کی صورتحال پر غور کیا گیا اور شہداء کی قربانیوں کو خراج عقیدت پیش کیا گیا حکومت نے اس موقع پر تمام سیاسی جماعتوں سے اپیل کی کہ وہ قومی مفاد میں متحد رہیں اور ملکی سلامتی کے اداروں کے ساتھ کھڑے ہوں اجلاس میں شرکاء نے کہا کہ پاکستان کی سلامتی اور خودمختاری پر کوئی سمجھوتہ نہیں کیا جائے گا اور شرپسند عناصر کے خلاف قانون کے مطابق کارروائی جاری رہے گی ملک میں امن و امان کی صورتحال پر غور کیا گیا اور شہداء کی قربانیوں کو خراج عقیدت پیش کیا گیا حکومت نے اس موقع پر تمام سیاسی جماعتوں سے اپیل کی کہ وہ قومی مفاد میں متحد رہیں اور ملکی سلامتی کے اداروں کے ساتھ کھڑے ہوں اجلاس میں شرکاء نے کہا کہ پاکستان کی سلامتی اور خودمختاری پر کوئی سمجھوتہ نہیں کیا جائے گا اور شرپسند عناصر کے خلاف قانون کے مطابق کارروائی جاری رہے گی ملک میں امن و امان کی صورتحال پر غور کیا گیا اور شہداء کی قربانیوں کو خراج عقیدت پیش کیا گیا حکومت نے اس موقع پر تمام سیاسی جماعتوں سے اپیل کی کہ وہ قومی مفاد میں متحد رہیں اور ملکی سلامتی کے اداروں کے ساتھ کھڑے ہوں اجلاس میں شرکاء نے کہا کہ پاکستان کی سلامتی اور خودمختاری پر کوئی سمجھوتہ نہیں کیا جائے گا اور شرپسند عناصر کے خلاف قانون کے مطابق کارروائی جاری رہے گی ملک میں امن و امان کی صورتحال پر غور کیا گیا اور شہداء کی قربانیوں کو خراج عقیدت پیش کیا گیا حکومت نے اس موقع پر تمام سیاسی جماعتوں سے اپیل کی کہ وہ قومی مفاد میں متحد رہیں اور ملکی سلامتی کے اداروں کے ساتھ کھڑے ہوں اجلاس میں شرکاء نے کہا کہ پاکستان کی سلامتی اور خودمختاری پر کوئی سمجھوتہ نہیں کیا جائے گا اور شرپسند عناصر کے خلاف قانون کے مطابق کارروائی جاری رہے گی ملک میں امن و امان کی صورتحال پر غور کیا گیا اور شہداء کی قربانیوں کو خراج عقیدت پیش کیا گیا حکومت نے اس موقع پر تمام سیاسی جماعتوں سے اپیل کی کہ وہ قومی مفاد میں متحد رہیں اور ملکی سلامتی کے اداروں کے ساتھ کھڑے ہوں اجلاس میں شرکاء نے کہا کہ پاکستان کی سلامتی اور خودمختاری پر کوئی سمجھوت [677, 203, 830, 572]
article-text: ملک میں امن و امان کی صورتحال پر غور کیا گیا اور شہداء کی قربانیوں کو خراج عقیدت پیش کیا گیا حکومت نے اس موقع پر تمام سیاسی جماعتوں سے اپیل کی کہ وہ قومی مفاد میں متحد رہیں اور ملکی سلامتی کے اداروں کے ساتھ کھڑے ہوں اجلاس میں شرکاء نے کہا کہ پاکستان کی سلامتی اور خودمختاری پر کوئی سمجھوتہ نہیں کیا جائے گا اور شرپسند عناصر کے خلاف قانون کے مطابق کارروائی جاری رہے گی ملک میں امن و امان کی صورتحال پر غور کیا گیا اور شہداء کی قربانیوں کو خراج عقیدت پیش کیا گیا حکومت نے اس موقع پر تمام سیاسی جماعتوں سے اپیل کی کہ وہ قومی مفاد میں متحد رہیں اور ملکی سلامتی کے اداروں کے ساتھ کھڑے ہوں اجلاس میں شرکاء نے کہا کہ پاکستان کی سلامتی اور خودمختاری پر کوئی سمجھوتہ نہیں کیا جائے گا اور شرپسند عناصر کے خلاف قانون کے مطابق کارروائی جاری رہے گی ملک میں امن و امان کی صورتحال پر غور کیا گیا اور شہداء کی قربانیوں کو خراج عقیدت پیش کیا گیا حکومت نے اس موقع پر تمام سیاسی جماعتوں سے اپیل کی کہ وہ قومی مفاد میں متحد رہیں اور ملکی سلامتی کے اداروں کے ساتھ کھڑے ہوں اجلاس میں شرکاء نے کہا کہ پاکستان کی سلامتی اور خودمختاری پر کوئی سمجھوتہ نہیں کیا جائے گا اور شرپسند عناصر کے خلاف قانون کے مطابق کارروائی جاری رہے گی ملک میں امن و امان کی صورتحال پر غور کیا گیا اور شہداء کی قربانیوں کو خراج عقیدت پیش کیا گیا حکومت نے اس موقع پر تمام سیاسی جماعتوں سے اپیل کی کہ وہ قومی مفاد میں متحد رہیں اور ملکی سلامتی کے اداروں کے ساتھ کھڑے ہوں اجلاس میں شرکاء نے کہا کہ پاکستان کی سلامتی اور خودمختاری پر کوئی سمجھوتہ نہیں کیا جائے گا اور شرپسند عناصر کے خلاف قانون کے مطابق کارروائی جاری رہے گی ملک میں امن و امان کی صو [516, 373, 669, 688]
newspaper-columns [30, 42, 994, 2064]
column-4 [351, 42, 512, 1707]
article-text: ملک میں امن و امان کی صورتحال پر غور کیا گیا اور شہداء کی قربانیوں کو خراج عقیدت پیش کیا گیا حکومت نے اس موقع پر تمام سیاسی جماعتوں سے اپیل کی کہ وہ قومی مفاد میں متحد رہیں اور ملکی سلامتی کے اداروں کے ساتھ کھڑے ہوں اجلاس میں شرکاء نے کہا کہ پاکستان کی سلامتی اور خودمختاری پر کوئی سمجھوتہ نہیں کیا جائے گا اور شرپسند عناصر کے خلاف قانون کے مطابق کارروائی جاری رہے گی ملک میں امن و امان کی صورتحال پر غور کیا گیا اور شہداء کی قربانیوں کو خر [838, 1428, 990, 1527]
section-title: میاں افتخار [866, 460, 936, 474]
article-text: ملک میں امن و امان کی صورتحال پر غور کیا گیا اور شہداء کی قربانیوں کو خراج عقیدت پیش کیا گیا حکومت نے اس موقع پر تمام سیاسی جماعتوں سے اپیل کی کہ وہ قومی مفاد میں متحد رہیں اور ملکی سلامتی کے اداروں کے ساتھ کھڑے ہوں اجلاس میں شرکاء نے کہا کہ پاکستان کی سلامتی اور خودمختاری پر کوئی سمجھوتہ نہیں کیا جائے گا اور شرپسند عناصر کے خلاف قانون کے مطابق کارروائی جاری رہے گی ملک میں امن و امان کی صورتحال پر غور کیا گیا اور شہداء کی قربانیوں کو خراج عقیدت پیش کیا گیا حکومت نے اس موقع پر تمام سیاسی جماعتوں سے اپیل کی کہ وہ قومی مفاد میں متحد رہیں اور ملکی سلامتی کے اداروں کے ساتھ کھڑے ہوں اجلاس میں شرکاء نے کہا کہ پاکستان کی سلامتی اور خودمختاری پر کوئی سمجھوتہ نہیں کیا جائے گا اور شرپسند عناصر کے خلاف قانون کے مطابق کارروائی جاری رہے گی ملک میں امن و امان کی صورتحال پر غور کیا گیا اور شہداء کی قربانیوں کو خراج عقیدت پیش کیا گیا حکومت نے اس موقع پر تمام سیاسی جماعتوں سے اپیل کی کہ وہ قومی مفاد میں متحد رہیں اور ملکی سلامتی کے اداروں کے ساتھ کھڑے ہوں اجلاس میں شرکاء نے کہا کہ پاکستان کی سلامتی اور خودمختاری پر کوئی سمجھوتہ نہیں کیا جائے گا اور شرپسند عن [838, 1553, 990, 1778]
masthead-urdu: روزنامہ سنچری ایکسپریس کوئٹہ،جمعتہ المبارک 26 مئی 2023ء [680, 21, 994, 33]
column-6 [30, 42, 190, 1707]
article-text: ملک میں امن و امان کی صورتحال پر غور کیا گیا اور شہداء کی قربانیوں کو خراج عقیدت پیش کیا گیا حکومت نے اس موقع پر تمام سیاسی جماعتوں سے اپیل کی کہ وہ قومی مفاد میں متحد رہیں اور ملکی سلامتی کے اداروں کے ساتھ کھڑے ہوں اجلاس میں شرکاء نے کہا کہ پاکستان کی سلامتی اور خودمختاری پر کوئی سمجھوتہ نہیں کیا جائے گا اور شرپسند عناصر کے خلاف قانون کے مطابق کارروائی جاری رہے گی ملک میں امن و امان کی صورتحال پر غور کیا گیا اور شہداء کی قربانیوں کو خر [516, 1701, 669, 1800]
section-number-badge: 28 [159, 1423, 185, 1441]
section-heading [34, 1422, 186, 1442]
section-heading [838, 1405, 990, 1425]
article-text: ملک میں امن و امان کی صورتحال پر غور کیا گیا اور شہداء کی قربانیوں کو خراج عقیدت پیش کیا گیا حکومت نے اس موقع پر تمام سیاسی جماعتوں سے اپیل کی کہ وہ قومی مفاد میں متحد رہیں اور ملکی سلامتی کے اداروں کے ساتھ کھڑے ہوں اجلاس میں شرکاء نے کہا کہ پاکستان کی سلامتی اور خودمختاری پر کوئی سمجھوتہ نہیں کیا جائے گا اور شرپسند عناصر کے خلاف قانون کے مطابق کارروائی جاری رہے گی ملک میں امن و امان کی صورتحال پر غور کیا گیا اور شہداء کی قربانیوں کو خراج عقیدت پیش کیا گیا حکومت نے اس موقع پر تمام سیاسی جماعتوں سے اپیل کی کہ وہ قومی مفاد میں متحد رہیں اور ملکی سلامتی کے اداروں کے ساتھ کھڑے ہوں اجلاس میں شرکاء نے کہا کہ پاکستان کی سلامتی اور خودمختاری پر کوئی سمجھوتہ نہیں کیا جائے گا اور شرپسند عناصر کے خلاف قانون کے مطابق کارروائی جاری رہے گی ملک میں امن و امان کی صورتحال پر غور کیا گیا اور شہداء کی قربانیوں کو خراج عقیدت پیش کیا گیا حکومت نے اس موقع پر تمام سیاسی جماعتوں سے اپیل کی کہ وہ قومی مفاد میں متحد رہیں اور ملکی سلامتی کے اداروں کے ساتھ کھڑے ہوں اجلاس میں شرکاء نے کہا کہ پاکستان کی سلامتی اور خودمختاری پر کوئی سمجھوتہ نہیں کیا جائے گا اور شرپسند عناصر کے خلاف قانون کے مطابق کارروائی جاری رہے گی ملک میں امن و امان کی صورتحال پر غور کیا گیا اور شہداء کی قربانیوں کو خراج عقیدت پیش کیا گیا حکومت نے اس موقع پر تمام سیاسی جماعتوں سے اپیل کی کہ وہ قومی مفاد میں متحد رہیں اور ملکی سلامتی کے اداروں کے ساتھ کھڑے ہوں اجلاس میں شرکاء نے کہا کہ پاکستان کی سلامتی اور خودمختاری پر کوئی سمجھوتہ نہیں کیا جائے گا اور شرپسند عناصر کے خلاف قانون کے مطابق کارروائی جاری رہے گی ملک میں امن و امان کی صورتحال پر غور کیا گیا اور شہداء کی قربانیوں کو خراج عقیدت پیش کیا گیا حکومت نے اس موقع پر تمام سیاسی جماعتوں سے اپیل کی کہ وہ قومی مفاد میں متحد رہیں اور ملکی سلامتی کے اداروں کے ساتھ کھڑے ہوں اجلاس میں شرکاء نے کہا کہ پاکستان کی سلامتی اور خودمختاری پر کوئی سمجھوتہ نہیں کیا جائے گا اور شرپسند عناصر کے خلاف قانون کے مطابق کارروائی جاری رہے گی ملک میں امن و امان کی صورتحال پر غور کیا گیا اور شہداء کی قربانیوں کو خراج عقیدت پیش کیا گیا حکومت نے اس موقع پر تمام سیاسی جماعتوں سے اپیل کی کہ وہ قومی مفاد میں متحد رہیں اور ملکی سلامتی کے اداروں کے ساتھ کھڑے ہوں اجلاس میں شرکاء نے کہا کہ پاکستان کی سلامتی اور خودمختاری پر کوئی سمجھوتہ نہیں کیا جائے گا اور شرپسند عناصر کے خلاف قانون کے مطابق کارروائی جاری رہے گی ملک میں امن و امان کی صورتحال پر غور کیا گیا اور شہداء کی قربانیوں کو خراج عقیدت پیش کیا گیا حکومت نے اس موقع پر تمام سیاسی جماعتوں سے اپیل کی کہ وہ قومی مفاد میں متحد رہیں اور ملکی سلامتی کے اداروں کے ساتھ کھڑے ہوں اجلاس میں شرکاء نے کہا کہ پاکستان کی سلا [677, 885, 830, 1398]
section-heading [677, 575, 829, 595]
section-title: جنرل آصف [546, 694, 613, 708]
section-title: عمران [882, 1784, 921, 1798]
section-number-badge: 1 [963, 46, 989, 64]
article-text: ملک میں امن و امان کی صورتحال پر غور کیا گیا اور شہداء کی قربانیوں کو خراج عقیدت پیش کیا گیا حکومت نے اس موقع پر تمام سیاسی جماعتوں سے اپیل کی کہ وہ قومی مفاد میں متحد رہیں اور ملکی سلامتی کے اداروں کے ساتھ کھڑے ہوں اجلاس میں شرکاء نے کہا کہ پاکستان کی سلامتی اور خودمختاری پر کوئی سمجھوتہ نہیں کیا جائے گا اور شرپسند عناصر کے خلاف قانون کے مطابق کارروائی جاری رہے گی ملک میں امن و امان کی صورتحال پر غور کیا گیا اور شہداء کی قربانیوں کو خراج عقیدت پیش کیا گیا حکومت نے اس موقع پر تمام سیاسی جماعتوں سے اپیل کی کہ وہ قومی مفاد میں متحد رہیں اور ملکی سلامتی کے اداروں کے ساتھ کھڑے ہوں اجلاس میں شرکاء نے کہا کہ پاکستان کی سلامتی اور خودمختاری پر کوئی سمجھوتہ نہیں کیا جائے گا اور شرپسند عناصر کے خلاف قانون کے مطابق کارروائی جاری رہے گی ملک میں امن و امان کی صورتحال پر غور کیا گیا اور شہداء کی قربانیوں کو خراج عقیدت پیش کیا گیا حکومت نے اس موقع پر تمام سیاسی جماعتوں سے اپیل کی ک [34, 1445, 186, 1634]
section-title: پرویز الٰہی گرفتاری [520, 1592, 639, 1606]
article-text: ملک میں امن و امان کی صورتحال پر غور کیا گیا اور شہداء کی قربانیوں کو خراج عقیدت پیش کیا گیا حکومت نے اس موقع پر تمام سیاسی جماعتوں سے اپیل کی کہ وہ قومی مفاد میں متحد رہیں اور ملکی سلامتی کے اداروں کے ساتھ کھڑے ہوں اجلاس میں شرکاء نے کہا کہ پاکستان کی سلامتی اور خودمختاری پر کوئی سمجھوتہ نہیں کیا جائے گا اور شرپسند عناصر کے خلاف قانون کے مطابق کارروائی جاری رہے گی ملک میں امن و امان کی صورتحال پر غور کیا گیا اور شہداء کی قربانیوں کو خراج عقیدت پیش کیا گیا حکومت نے اس موقع پر تمام سیاسی جماعتوں سے اپیل کی کہ وہ قومی مفاد میں متحد رہیں اور ملکی سلامتی کے اداروں کے ساتھ کھڑے ہوں اجلاس میں شرکاء نے کہا کہ پاکستان کی سلامتی اور خودمختاری پر کوئی سمجھوتہ نہیں کیا جائے گا اور شرپسند عناصر کے خلاف قانون کے مطابق کارروائی جاری رہے گی ملک میں امن و امان کی صورتحال پر غور کیا گیا اور شہداء کی قربانیوں کو خراج عقیدت پیش کیا گیا حکومت نے اس موقع پر تمام سیاسی جماعتوں سے اپیل کی کہ وہ قومی مفاد میں متحد رہیں اور ملکی سلامتی کے اداروں کے ساتھ کھڑے ہوں اجلاس میں شرکاء نے کہا کہ پاکستان کی سلامتی اور خودمختاری پر کوئی سمجھوتہ نہیں کیا جائے گا اور شرپسند عناصر کے خلاف قانون کے مطابق کارروائی جاری رہے گی ملک میں امن و امان کی صورتحال پر غور کیا گیا اور شہداء کی قربانیوں کو خراج عقیدت پیش کیا گیا حکومت نے اس موقع پر تمام سیاسی جماعتوں سے اپیل کی کہ وہ قومی مفاد میں متحد رہیں اور ملکی سلامتی کے اداروں کے ساتھ کھڑے ہوں اجلاس میں شرکاء نے کہا کہ پاکستان کی سلامتی اور خودمختاری پر کوئی سمجھوتہ نہیں کیا جائے گا اور شرپسند عناصر کے خلاف قانون کے مطابق کارروائی جاری رہے گی ملک میں امن و امان کی صورتحال پر غور کیا گیا اور شہداء کی قربانیوں کو خراج عقیدت پیش کیا گیا حکومت نے اس موقع پر تمام سیاسی جماعتوں سے اپیل کی کہ وہ قومی مفاد میں متحد رہیں اور ملکی سلامتی کے اداروں کے ساتھ کھڑے ہوں اجلاس میں شرکاء نے کہا کہ پاکستان کی سلامتی اور خودمختاری پر کوئی سمجھوتہ نہیں کیا جائے گا اور شرپسند عناصر کے خلاف قانون کے مطابق کارروائی جاری رہے گی ملک میں امن و امان کی صورتحال پر غور کیا گیا اور شہداء کی قربانیوں کو خراج عقیدت پیش کیا گیا حکومت نے اس موقع پر تمام سیاسی جماعتوں سے اپیل کی کہ وہ قومی مفاد میں متحد رہیں اور ملکی سلامتی کے اداروں کے ساتھ کھڑے ہوں اجلاس میں شرکاء نے کہا کہ پاکستان کی سلامتی اور خودمختاری پر کوئی سمجھوتہ نہیں کیا جائے گا اور شرپسند عناصر کے خلاف قانون کے مطابق کارروائی جاری رہے گی ملک میں امن و امان کی صورتحال پر غور کیا گیا اور شہداء کی قربانیوں کو خراج عقیدت پیش کیا گیا حکومت نے اس موقع پر تمام سیاسی جماعتوں سے اپیل کی کہ وہ قومی مفاد میں متحد رہیں اور ملکی سلامتی کے اداروں کے ساتھ کھڑے ہوں اجلاس میں شرکاء نے کہا کہ پاکستان کی سلامتی اور خودمختاری پر کوئی سمجھوتہ نہیں کیا جائے گا اور شرپسند عناصر کے خلاف قانون کے مطابق کارروائی جاری رہے گی ملک میں امن و امان کی صورتحال پر غور کیا گیا اور شہداء کی قربانیوں کو خراج عقیدت پیش کیا گیا حکومت نے اس موقع پر تمام سیاسی جماعتوں سے اپیل کی کہ وہ قوم [516, 1019, 669, 1586]
section-number-badge: 12 [963, 870, 989, 888]
section-number-badge: 25 [481, 1072, 507, 1090]
section-heading [838, 45, 990, 65]
section-heading [517, 996, 669, 1016]
article-text: ملک میں امن و امان کی صورتحال پر غور کیا گیا اور شہداء کی قربانیوں کو خراج عقیدت پیش کیا گیا حکومت نے اس موقع پر تمام سیاسی جماعتوں سے اپیل کی کہ وہ قومی مفاد میں متحد رہیں اور ملکی سلامتی کے اداروں کے ساتھ کھڑے ہوں اجلاس میں شرکاء نے کہا کہ پاکستان کی سلامتی اور خودمختاری پر کوئی سمجھوتہ نہیں کیا جائے گا اور شرپسند عناصر کے خلاف قانون کے مطابق کارروائی جاری رہے گی ملک میں امن و امان کی صورتحال پر غور کیا گیا اور شہداء کی قربانیوں کو خراج عقیدت پیش کیا گیا حکومت نے اس موقع پر تمام سیاسی جماعتوں سے اپیل کی کہ وہ قومی مفاد میں متحد رہیں اور ملکی سلامتی کے اداروں کے ساتھ کھڑے ہوں اجلاس میں شرکاء نے کہا کہ پاکستان کی سلامتی اور خودمختاری پر کوئی سمجھوتہ نہیں کیا جائے گا اور شرپسند عناصر کے خلاف قانون کے مطابق کارروائی جاری رہے گی ملک میں امن و امان کی صورتحال پر غور کیا گیا اور شہداء کی قربانیوں کو خراج عقیدت پیش کیا گیا حکومت نے اس موقع پر تمام سیاسی جماعتوں سے اپیل کی کہ وہ قومی مفاد میں متحد رہیں اور ملکی سلامتی کے اداروں کے ساتھ کھڑے ہوں اجلاس میں شرکاء نے کہا کہ پاکستان کی سلامتی اور خودمختاری پر کوئی سمجھوتہ نہیں کیا جائے گا اور شرپسند عناصر کے خلاف قانون کے مطابق کارروائی جاری رہے گی ملک میں امن و امان کی صورتحال پر غور کیا گیا اور شہداء کی قربانیوں کو خراج عقیدت پیش کیا گیا حکومت نے اس موقع پر تمام سیاسی جماعتوں سے اپیل کی کہ وہ قومی مفاد میں متحد رہیں اور ملکی سلامتی کے اداروں کے ساتھ کھڑے ہوں [516, 714, 669, 993]
section-heading [838, 152, 990, 172]
section-number-badge: 20 [641, 351, 667, 369]
section-heading [838, 1924, 990, 1944]
section-number-badge: 5 [963, 1406, 989, 1424]
section-number-badge: 3 [963, 1156, 989, 1174]
section-heading [677, 180, 829, 200]
article-text: ملک میں امن و امان کی صورتحال پر غور کیا گیا اور شہداء کی قربانیوں کو خراج عقیدت پیش کیا گیا حکومت نے اس موقع پر تمام سیاسی جماعتوں سے اپیل کی کہ وہ قومی مفاد میں متحد رہیں اور ملکی سلامتی کے اداروں کے ساتھ کھڑے ہوں اجلاس میں شرکاء نے کہا کہ پاکستان کی سلامتی اور خودمختاری پر کوئی سمجھوتہ نہیں کیا جائے گا اور شرپسند عناصر کے خلاف قانون کے مطابق کارروائی جاری رہے گی ملک میں امن و امان کی صورتحال پر غور کیا گیا اور شہداء کی قربانیوں کو خراج عقیدت پیش کیا گیا حکومت نے اس موقع پر تمام سیاسی جماعتوں سے اپیل کی کہ وہ قومی مفاد میں متحد رہیں اور ملکی سلامتی کے اداروں کے ساتھ کھڑے ہوں اجلاس میں شرکاء نے کہا کہ پاکستان کی سلامتی اور خودمختاری پر کوئی سمجھوتہ نہیں کیا جائے گا اور شرپسند عناصر کے خلاف قانون کے مطابق کارروائی جاری رہے گی ملک میں امن و امان کی صورتحال پر غور کیا گیا اور شہداء کی قربانیوں کو خراج عقیدت پیش کیا گیا حکومت نے اس موقع پر تمام سیاسی جماعتوں سے اپیل کی کہ وہ قومی مفاد میں متحد رہیں اور ملکی سلامتی کے اداروں کے ساتھ کھڑے ہوں اجلاس میں شرکاء نے کہا کہ پاکستان کی سلامتی اور خودمختاری پر کوئی سمجھوتہ نہیں کیا جائے گا اور شرپسند عناصر کے خلاف قانون کے مطابق کارروائی جاری رہے گی ملک میں امن و امان کی صورتحال پر غور کیا گیا اور شہداء کی قربانیوں کو خراج عقیدت پیش کیا گیا حکومت نے اس موقع پر تمام سیاسی جماعتوں سے اپیل کی کہ وہ قومی مفاد میں متحد رہیں اور ملکی سلامتی کے اداروں کے ساتھ کھڑے ہوں [516, 68, 669, 347]
section-number-badge: 4 [963, 1263, 989, 1281]
section-title: نوفاق کیسٹ [702, 1404, 779, 1418]
section-title: وزیراعلیٰ [551, 353, 608, 367]
section-heading [838, 457, 990, 477]
article-text: ملک میں امن و امان کی صورتحال پر غور کیا گیا اور شہداء کی قربانیوں کو خراج عقیدت پیش کیا گیا حکومت نے اس موقع پر تمام سیاسی جماعتوں سے اپیل کی کہ وہ قومی مفاد میں متحد رہیں اور ملکی سلامتی کے اداروں کے ساتھ کھڑے ہوں اجلاس میں شرکاء نے کہا کہ پاکستان کی سلامتی اور خودمختاری پر کوئی سمجھوتہ نہیں کیا جائے گا اور شرپسند عناصر کے خلاف قانون کے مطابق کارروائی جاری رہے گی ملک میں امن و امان کی صورتحال پر غور کیا گیا اور شہداء کی قربانیوں کو خر [677, 1854, 830, 1953]
section-number-badge: 23 [641, 1590, 667, 1608]
section-title: چیف جسٹس [381, 1074, 456, 1088]
section-heading [517, 350, 669, 370]
section-number-badge: 8 [963, 1925, 989, 1943]
section-number-badge: 26 [320, 658, 346, 676]
section-number-badge: 22 [641, 997, 667, 1015]
section-title: شہباز شریف [540, 999, 619, 1013]
section-title: یوم تکریم شہداء [852, 1533, 951, 1547]
crop-mark-middle-right [1002, 858, 1016, 873]
section-number-badge: 11 [963, 709, 989, 727]
section-heading [838, 1530, 990, 1550]
